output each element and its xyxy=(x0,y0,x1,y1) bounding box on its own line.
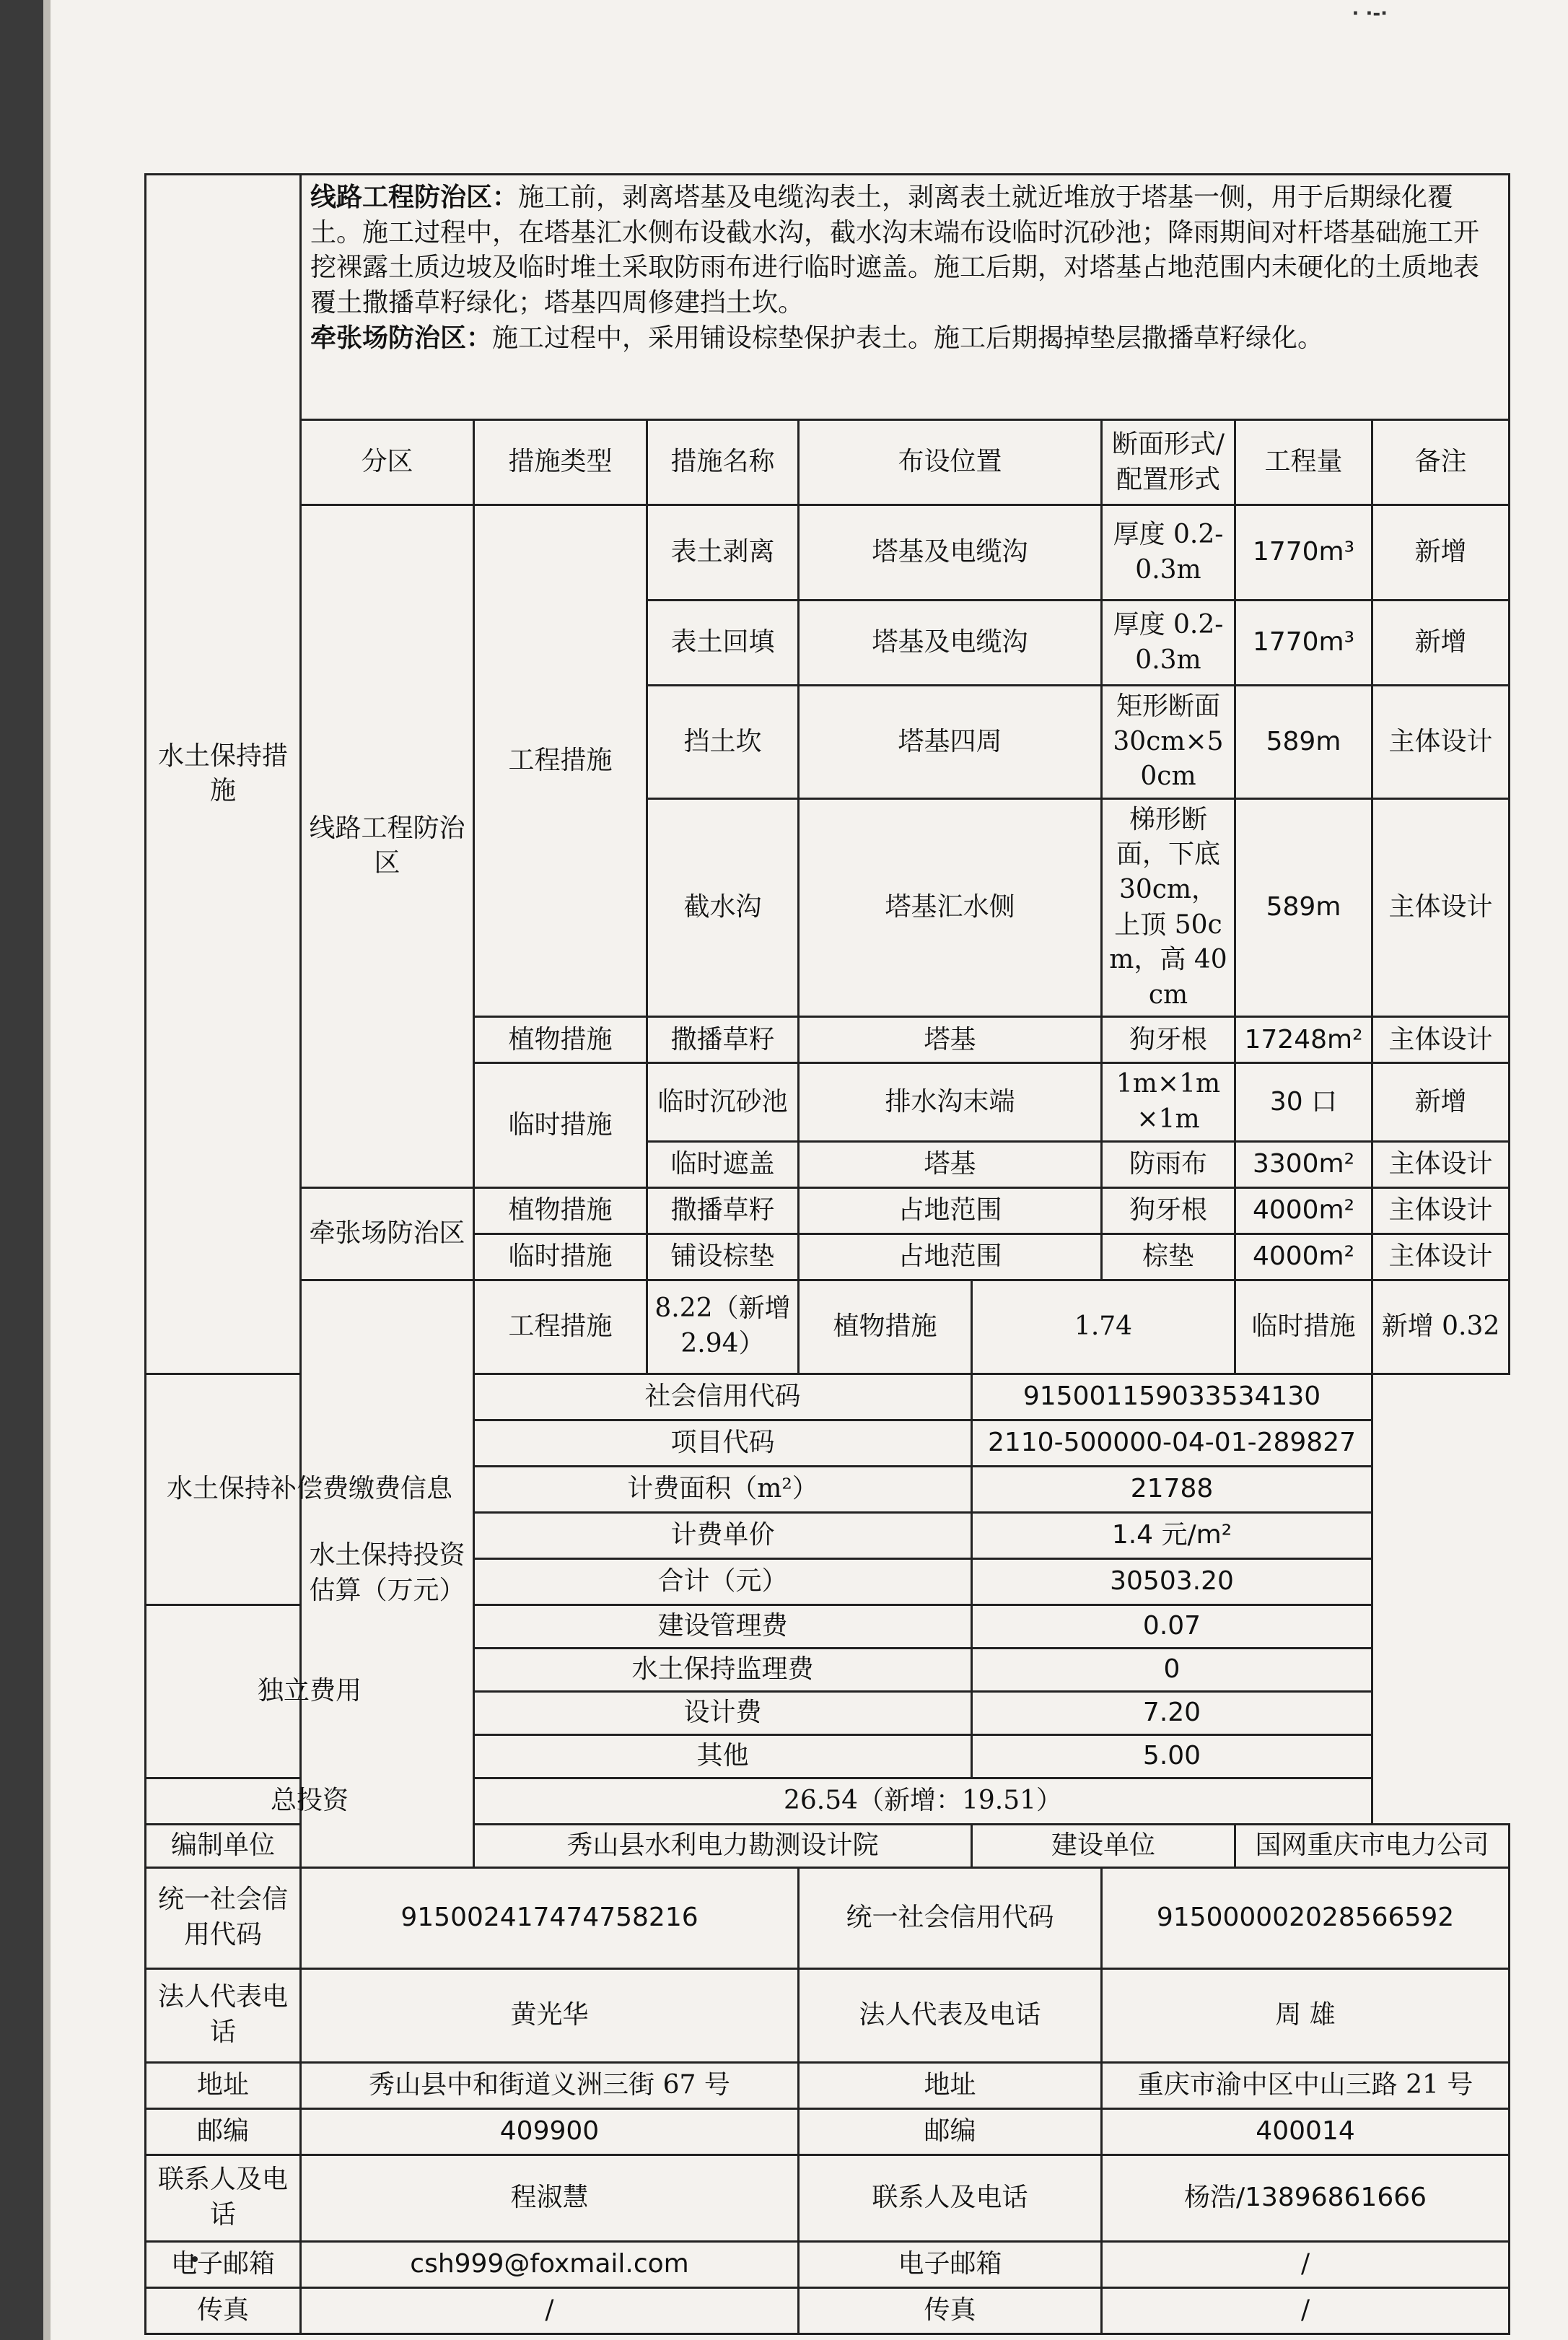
comp-value: 2110-500000-04-01-289827 xyxy=(972,1420,1372,1466)
comp-key: 合计（元） xyxy=(474,1558,972,1605)
line-zone-label: 线路工程防治区： xyxy=(310,182,519,212)
fax-label: 传真 xyxy=(146,2287,301,2334)
compiler-value: 秀山县水利电力勘测设计院 xyxy=(474,1824,972,1867)
measure-note: 主体设计 xyxy=(1372,1141,1510,1187)
b-legal-label: 法人代表及电话 xyxy=(799,1968,1102,2062)
measure-location: 占地范围 xyxy=(799,1187,1102,1234)
contact-row xyxy=(146,1968,1510,2062)
zip-value: 409900 xyxy=(301,2108,799,2155)
measure-form: 狗牙根 xyxy=(1102,1187,1235,1234)
measure-note: 主体设计 xyxy=(1372,686,1510,799)
measure-name: 临时遮盖 xyxy=(647,1141,799,1187)
type-plant-cell: 植物措施 xyxy=(474,1017,647,1063)
measure-form: 厚度 0.2-0.3m xyxy=(1102,601,1235,686)
credit-label: 统一社会信用代码 xyxy=(146,1867,301,1968)
header-type: 措施类型 xyxy=(474,420,647,505)
measure-note: 新增 xyxy=(1372,505,1510,601)
addr-label: 地址 xyxy=(146,2062,301,2108)
measure-qty: 4000m² xyxy=(1235,1234,1372,1280)
measure-location: 塔基四周 xyxy=(799,686,1102,799)
inv-plant-value: 1.74 xyxy=(972,1280,1235,1374)
measure-form: 厚度 0.2-0.3m xyxy=(1102,505,1235,601)
row-label-measures: 水土保持措施 xyxy=(146,175,301,1374)
tension-zone-text: 施工过程中，采用铺设棕垫保护表土。施工后期揭掉垫层撒播草籽绿化。 xyxy=(492,323,1324,354)
measure-note: 主体设计 xyxy=(1372,1187,1510,1234)
legal-value: 黄光华 xyxy=(301,1968,799,2062)
contact-row xyxy=(146,2062,1510,2108)
measure-name: 表土剥离 xyxy=(647,505,799,601)
type-temp-cell: 临时措施 xyxy=(474,1234,647,1280)
measure-qty: 3300m² xyxy=(1235,1141,1372,1187)
measure-form: 防雨布 xyxy=(1102,1141,1235,1187)
b-legal-value: 周 雄 xyxy=(1102,1968,1510,2062)
total-row xyxy=(146,1778,1510,1824)
b-addr-label: 地址 xyxy=(799,2062,1102,2108)
measure-location: 排水沟末端 xyxy=(799,1063,1102,1141)
description-cell xyxy=(301,175,1510,420)
indep-fee-label: 独立费用 xyxy=(146,1605,474,1778)
document-page xyxy=(43,0,1568,2340)
measure-note: 新增 xyxy=(1372,601,1510,686)
measure-note: 主体设计 xyxy=(1372,798,1510,1017)
measure-note: 主体设计 xyxy=(1372,1017,1510,1063)
measure-qty: 1770m³ xyxy=(1235,601,1372,686)
b-zip-label: 邮编 xyxy=(799,2108,1102,2155)
header-form: 断面形式/配置形式 xyxy=(1102,420,1235,505)
b-contact-label: 联系人及电话 xyxy=(799,2155,1102,2241)
table-row xyxy=(146,1187,1510,1234)
indep-value: 0.07 xyxy=(972,1605,1372,1648)
tension-zone-label: 牵张场防治区： xyxy=(310,323,493,354)
indep-key: 设计费 xyxy=(474,1691,972,1734)
measure-location: 塔基及电缆沟 xyxy=(799,601,1102,686)
indep-key: 其他 xyxy=(474,1734,972,1778)
measure-form: 狗牙根 xyxy=(1102,1017,1235,1063)
header-note: 备注 xyxy=(1372,420,1510,505)
measure-name: 表土回填 xyxy=(647,601,799,686)
indep-key: 建设管理费 xyxy=(474,1605,972,1648)
measure-name: 撒播草籽 xyxy=(647,1017,799,1063)
zip-label: 邮编 xyxy=(146,2108,301,2155)
indep-value: 5.00 xyxy=(972,1734,1372,1778)
line-zone-text: 施工前，剥离塔基及电缆沟表土，剥离表土就近堆放于塔基一侧，用于后期绿化覆土。施工过程中，在塔基汇水侧布设截水沟，截水沟末端布设临时沉砂池；降雨期间对杆塔基础施工开挖裸露土质边坡及临时堆土采取防雨布进行临时遮盖。施工后期，对塔基占地范围内未硬化的土质地表覆土撒播草籽绿化；塔基四周修建挡土坎。 xyxy=(310,183,1480,318)
zone-line-cell: 线路工程防治区 xyxy=(301,505,474,1188)
type-plant-cell: 植物措施 xyxy=(474,1187,647,1234)
builder-value: 国网重庆市电力公司 xyxy=(1235,1824,1510,1867)
header-name: 措施名称 xyxy=(647,420,799,505)
inv-temp-value: 新增 0.32 xyxy=(1372,1280,1510,1374)
email-value: csh999@foxmail.com xyxy=(301,2241,799,2287)
measure-name: 临时沉砂池 xyxy=(647,1063,799,1141)
type-temp-cell: 临时措施 xyxy=(474,1063,647,1187)
email-label: 电子邮箱 xyxy=(146,2241,301,2287)
measure-name: 撒播草籽 xyxy=(647,1187,799,1234)
indep-value: 0 xyxy=(972,1648,1372,1691)
main-table xyxy=(144,173,1510,2335)
measure-name: 铺设棕垫 xyxy=(647,1234,799,1280)
comp-value: 30503.20 xyxy=(972,1558,1372,1605)
total-label: 总投资 xyxy=(146,1778,474,1824)
comp-key: 计费单价 xyxy=(474,1512,972,1558)
b-email-label: 电子邮箱 xyxy=(799,2241,1102,2287)
inv-plant-label: 植物措施 xyxy=(799,1280,972,1374)
inv-eng-value: 8.22（新增 2.94） xyxy=(647,1280,799,1374)
measure-location: 塔基汇水侧 xyxy=(799,798,1102,1017)
measure-location: 塔基 xyxy=(799,1141,1102,1187)
measures-header-row xyxy=(146,420,1510,505)
fax-value: / xyxy=(301,2287,799,2334)
table-row xyxy=(146,505,1510,601)
inv-temp-label: 临时措施 xyxy=(1235,1280,1372,1374)
measure-form: 矩形断面 30cm×50cm xyxy=(1102,686,1235,799)
measure-location: 占地范围 xyxy=(799,1234,1102,1280)
report-sheet xyxy=(144,173,1508,2335)
b-email-value: / xyxy=(1102,2241,1510,2287)
b-fax-label: 传真 xyxy=(799,2287,1102,2334)
compiler-label: 编制单位 xyxy=(146,1824,301,1867)
legal-label: 法人代表电话 xyxy=(146,1968,301,2062)
measure-form: 棕垫 xyxy=(1102,1234,1235,1280)
description-row xyxy=(146,175,1510,420)
measure-qty: 30 口 xyxy=(1235,1063,1372,1141)
measure-qty: 589m xyxy=(1235,686,1372,799)
header-location: 布设位置 xyxy=(799,420,1102,505)
measure-location: 塔基及电缆沟 xyxy=(799,505,1102,601)
contact-row xyxy=(146,2241,1510,2287)
measure-location: 塔基 xyxy=(799,1017,1102,1063)
contact-label: 联系人及电话 xyxy=(146,2155,301,2241)
contact-row xyxy=(146,2155,1510,2241)
table-row xyxy=(146,1605,1510,1648)
measure-qty: 4000m² xyxy=(1235,1187,1372,1234)
measure-qty: 17248m² xyxy=(1235,1017,1372,1063)
comp-value: 915001159033534130 xyxy=(972,1374,1372,1420)
b-zip-value: 400014 xyxy=(1102,2108,1510,2155)
contact-row xyxy=(146,2108,1510,2155)
header-qty: 工程量 xyxy=(1235,420,1372,505)
comp-key: 计费面积（m²） xyxy=(474,1466,972,1512)
comp-fee-label: 水土保持补偿费缴费信息 xyxy=(146,1374,474,1605)
measure-qty: 589m xyxy=(1235,798,1372,1017)
contact-row xyxy=(146,1867,1510,1968)
header-zone: 分区 xyxy=(301,420,474,505)
contact-row xyxy=(146,2287,1510,2334)
investment-summary-row xyxy=(146,1280,1510,1374)
contact-value: 程淑慧 xyxy=(301,2155,799,2241)
b-credit-label: 统一社会信用代码 xyxy=(799,1867,1102,1968)
total-value: 26.54（新增：19.51） xyxy=(474,1778,1372,1824)
inv-eng-label: 工程措施 xyxy=(474,1280,647,1374)
b-fax-value: / xyxy=(1102,2287,1510,2334)
comp-key: 项目代码 xyxy=(474,1420,972,1466)
zone-site-cell: 牵张场防治区 xyxy=(301,1187,474,1280)
indep-key: 水土保持监理费 xyxy=(474,1648,972,1691)
measure-note: 新增 xyxy=(1372,1063,1510,1141)
b-addr-value: 重庆市渝中区中山三路 21 号 xyxy=(1102,2062,1510,2108)
row-label-investment: 水土保持投资估算（万元） xyxy=(301,1280,474,1867)
measure-qty: 1770m³ xyxy=(1235,505,1372,601)
measure-form: 1m×1m×1m xyxy=(1102,1063,1235,1141)
credit-value: 915002417474758216 xyxy=(301,1867,799,1968)
b-contact-value: 杨浩/13896861666 xyxy=(1102,2155,1510,2241)
comp-value: 1.4 元/m² xyxy=(972,1512,1372,1558)
table-row xyxy=(146,1374,1510,1420)
measure-name: 截水沟 xyxy=(647,798,799,1017)
comp-key: 社会信用代码 xyxy=(474,1374,972,1420)
indep-value: 7.20 xyxy=(972,1691,1372,1734)
b-credit-value: 915000002028566592 xyxy=(1102,1867,1510,1968)
addr-value: 秀山县中和街道义洲三街 67 号 xyxy=(301,2062,799,2108)
builder-label: 建设单位 xyxy=(972,1824,1235,1867)
measure-note: 主体设计 xyxy=(1372,1234,1510,1280)
measure-form: 梯形断面，下底 30cm，上顶 50cm，高 40cm xyxy=(1102,798,1235,1017)
measure-name: 挡土坎 xyxy=(647,686,799,799)
comp-value: 21788 xyxy=(972,1466,1372,1512)
page-corner-mark: · ·-· xyxy=(1352,3,1388,25)
type-engineering-cell: 工程措施 xyxy=(474,505,647,1017)
